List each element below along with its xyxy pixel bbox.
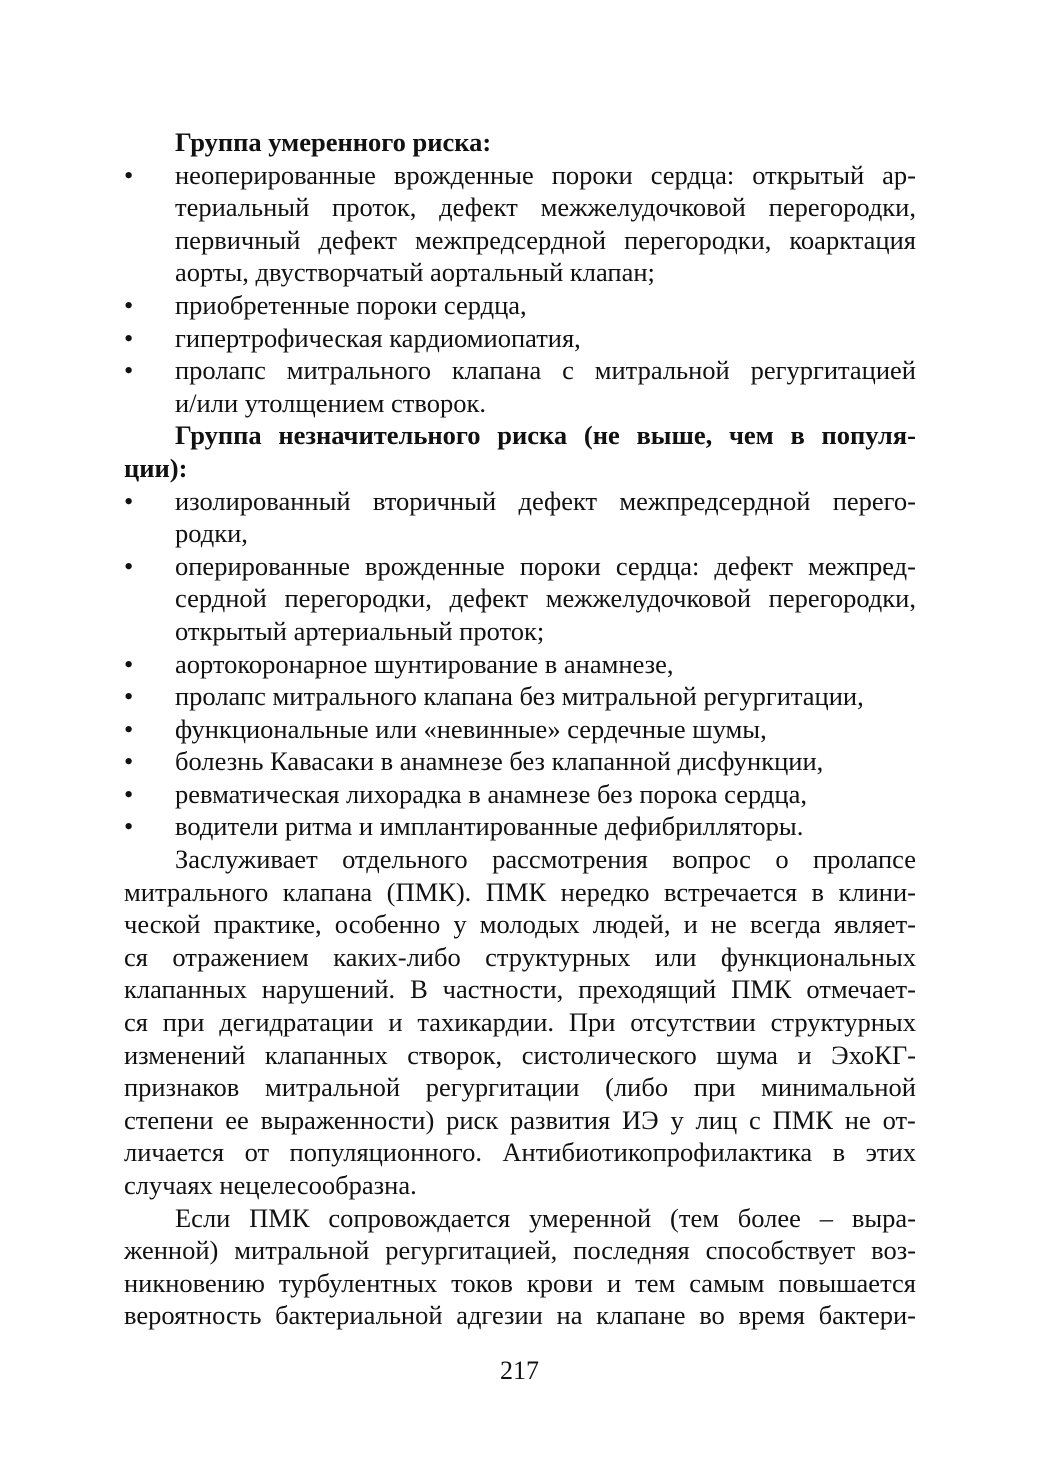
list-item-line: гипертрофическая кардиомиопатия, <box>175 322 581 353</box>
paragraph-line: признаков митральной регургитации (либо при минимальной <box>124 1072 916 1103</box>
bullet-icon: • <box>124 713 134 744</box>
paragraph-line: Заслуживает отдельного рассмотрения вопрос о пролапсе <box>175 844 916 875</box>
list-item <box>124 159 916 289</box>
paragraph-regurgitation <box>124 1202 916 1332</box>
bullet-icon: • <box>124 355 134 386</box>
paragraph-line: ся отражением каких-либо структурных или функциональных <box>124 941 916 972</box>
list-item-line: аорты, двустворчатый аортальный клапан; <box>175 257 655 288</box>
heading-low-risk: Группа незначительного риска (не выше, чем в популя- <box>175 420 916 451</box>
paragraph-mitral-prolapse <box>124 843 916 1202</box>
list-item-line: болезнь Кавасаки в анамнезе без клапанной дисфункции, <box>175 746 824 777</box>
list-item <box>124 485 916 550</box>
list-item-line: родки, <box>175 518 248 549</box>
list-item-line: открытый артериальный проток; <box>175 615 545 646</box>
bullet-icon: • <box>124 778 134 809</box>
list-item-line: водители ритма и имплантированные дефибрилляторы. <box>175 811 804 842</box>
paragraph-line: женной) митральной регургитацией, последняя способствует воз- <box>124 1235 916 1266</box>
list-item <box>124 289 916 322</box>
list-item-line: изолированный вторичный дефект межпредсердной перего- <box>175 485 916 516</box>
list-item-line: пролапс митрального клапана без митральной регургитации, <box>175 681 864 712</box>
list-item <box>124 680 916 713</box>
paragraph-line: никновению турбулентных токов крови и тем самым повышается <box>124 1267 916 1298</box>
list-item-line: первичный дефект межпредсердной перегородки, коарктация <box>175 224 916 255</box>
paragraph-line: личается от популяционного. Антибиотикопрофилактика в этих <box>124 1137 916 1168</box>
moderate-risk-list <box>124 159 916 420</box>
paragraph-line: ся при дегидратации и тахикардии. При отсутствии структурных <box>124 1007 916 1038</box>
page-number: 217 <box>500 1356 539 1385</box>
list-item-line: ревматическая лихорадка в анамнезе без порока сердца, <box>175 778 807 809</box>
list-item <box>124 713 916 746</box>
heading-moderate-risk: Группа умеренного риска: <box>175 127 492 157</box>
list-item-line: неоперированные врожденные пороки сердца: открытый ар- <box>175 159 916 190</box>
bullet-icon: • <box>124 811 134 842</box>
list-item <box>124 778 916 811</box>
bullet-icon: • <box>124 485 134 516</box>
list-item-line: и/или утолщением створок. <box>175 387 486 418</box>
bullet-icon: • <box>124 550 134 581</box>
list-item-line: оперированные врожденные пороки сердца: дефект межпред- <box>175 550 916 581</box>
list-item <box>124 550 916 648</box>
list-item <box>124 648 916 681</box>
paragraph-line: вероятность бактериальной адгезии на клапане во время бактери- <box>124 1300 916 1331</box>
list-item <box>124 745 916 778</box>
page-body <box>124 126 916 1332</box>
list-item-line: приобретенные пороки сердца, <box>175 289 527 320</box>
list-item-line: аортокоронарное шунтирование в анамнезе, <box>175 648 674 679</box>
paragraph-line: митрального клапана (ПМК). ПМК нередко встречается в клини- <box>124 876 916 907</box>
list-item-line: пролапс митрального клапана с митральной регургитацией <box>175 355 916 386</box>
paragraph-line: случаях нецелесообразна. <box>124 1170 417 1200</box>
list-item <box>124 810 916 843</box>
bullet-icon: • <box>124 322 134 353</box>
paragraph-line: степени ее выраженности) риск развития ИЭ у лиц с ПМК не от- <box>124 1104 916 1135</box>
heading-low-risk-continuation: ции): <box>124 452 188 483</box>
paragraph-line: изменений клапанных створок, систолического шума и ЭхоКГ- <box>124 1039 916 1070</box>
list-item-line: функциональные или «невинные» сердечные шумы, <box>175 713 767 744</box>
bullet-icon: • <box>124 648 134 679</box>
list-item <box>124 354 916 419</box>
paragraph-line: Если ПМК сопровождается умеренной (тем более – выра- <box>175 1202 916 1233</box>
bullet-icon: • <box>124 746 134 777</box>
list-item-line: сердной перегородки, дефект межжелудочковой перегородки, <box>175 583 916 614</box>
low-risk-list <box>124 485 916 844</box>
paragraph-line: ческой практике, особенно у молодых людей, и не всегда являет- <box>124 909 916 940</box>
bullet-icon: • <box>124 289 134 320</box>
list-item-line: териальный проток, дефект межжелудочковой перегородки, <box>175 192 916 223</box>
list-item <box>124 322 916 355</box>
bullet-icon: • <box>124 159 134 190</box>
paragraph-line: клапанных нарушений. В частности, преходящий ПМК отмечает- <box>124 974 916 1005</box>
bullet-icon: • <box>124 681 134 712</box>
